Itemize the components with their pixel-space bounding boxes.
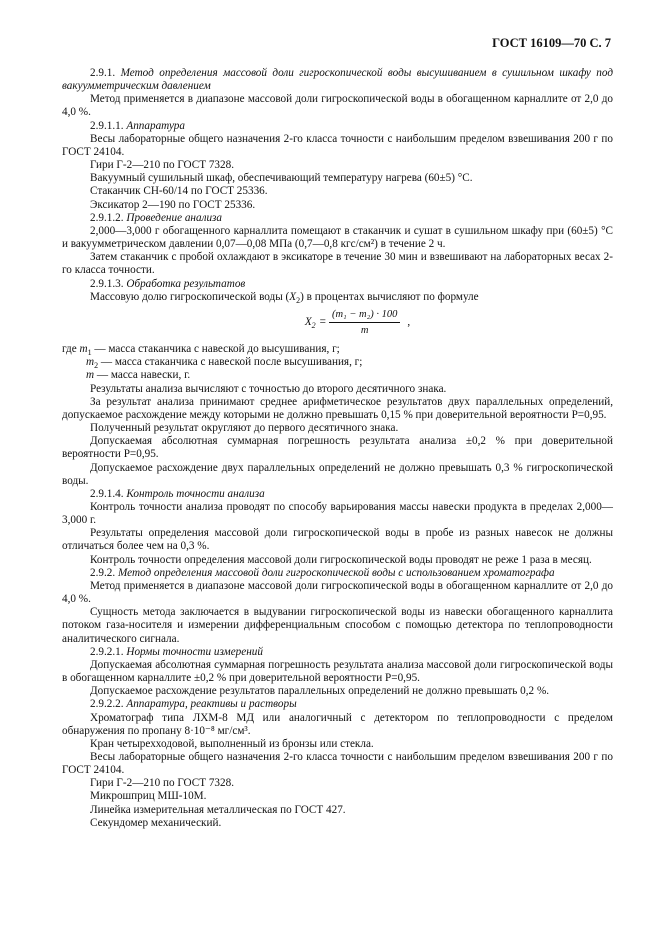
paragraph: Допускаемая абсолютная суммарная погрешность результата анализа ±0,2 % при доверительной вероятности P=0,95. (62, 435, 613, 461)
paragraph: Контроль точности определения массовой доли гигроскопической воды проводят не реже 1 раза в месяц. (90, 553, 592, 566)
variable-definition (62, 343, 613, 356)
variable-subscript: 2 (94, 361, 99, 371)
section-title: Контроль точности анализа (126, 487, 265, 500)
variable-subscript: 2 (296, 295, 301, 305)
paragraph: Сущность метода заключается в выдувании гигроскопической воды из навески обогащенного карналлита потоком газа-носителя и измерении дифференциальным способом с помощью детектора по теплопроводности аналитического сигнала. (62, 606, 613, 645)
section-2-9-1-4-heading (62, 488, 613, 501)
section-2-9-1-3-heading (62, 278, 613, 291)
section-title: Аппаратура, реактивы и растворы (126, 698, 297, 711)
section-number: 2.9.1.2. (90, 211, 124, 224)
section-2-9-1-1-heading (62, 120, 613, 133)
equals-sign: = (319, 315, 326, 328)
equipment-item: Хроматограф типа ЛХМ-8 МД или аналогичный с детектором по теплопроводности с пределом обнаружения по пропану 8·10⁻⁸ мг/см³. (62, 711, 613, 737)
section-title: Метод определения массовой доли гигроскопической воды высушиванием в сушильном шкафу под вакуумметрическим давлением (62, 67, 614, 93)
variable: X (289, 290, 297, 303)
section-number: 2.9.1.3. (90, 277, 124, 290)
page-header: ГОСТ 16109—70 С. 7 (492, 36, 611, 50)
formula-comma: , (407, 315, 411, 328)
equipment-item: Вакуумный сушильный шкаф, обеспечивающий температуру нагрева (60±5) °С. (90, 172, 473, 185)
equipment-item: Линейка измерительная металлическая по ГОСТ 427. (90, 803, 346, 816)
formula-lhs (305, 316, 316, 329)
paragraph: Результаты анализа вычисляют с точностью до второго десятичного знака. (90, 382, 447, 395)
section-number: 2.9.2. (90, 566, 116, 579)
formula (102, 308, 613, 337)
paragraph: Метод применяется в диапазоне массовой доли гигроскопической воды в обогащенном карналлите от 2,0 до 4,0 %. (62, 579, 613, 606)
formula-variable: X (304, 315, 312, 328)
fraction (329, 308, 400, 337)
paragraph: Допускаемое расхождение результатов параллельных определений не должно превышать 0,2 %. (90, 685, 550, 698)
text-fragment: ) в процентах вычисляют по формуле (300, 290, 479, 303)
paragraph: Допускаемое расхождение двух параллельных определений не должно превышать 0,3 % гигроскопической воды. (62, 461, 613, 487)
formula-subscript: 2 (311, 321, 316, 331)
equipment-item: Весы лабораторные общего назначения 2-го класса точности с наибольшим пределом взвешивания 200 г по ГОСТ 24104. (62, 132, 613, 158)
paragraph: Полученный результат округляют до первого десятичного знака. (90, 422, 399, 435)
equipment-item: Стаканчик СН-60/14 по ГОСТ 25336. (90, 185, 268, 198)
paragraph: Затем стаканчик с пробой охлаждают в эксикаторе в течение 30 мин и взвешивают на лабораторных весах 2-го класса точности. (62, 251, 613, 277)
section-title: Аппаратура (126, 119, 185, 132)
paragraph: Контроль точности анализа проводят по способу варьирования массы навески продукта в пределах 2,000—3,000 г. (62, 501, 613, 527)
section-2-9-2-heading (62, 567, 613, 580)
text-fragment: Массовую долю гигроскопической воды ( (90, 290, 290, 303)
paragraph: 2,000—3,000 г обогащенного карналлита помещают в стаканчик и сушат в сушильном шкафу при (60±5) °С и вакуумметрическом давлении 0,07—0,08 МПа (0,7—0,8 кгс/см²) в течение 2 ч. (62, 224, 613, 251)
section-2-9-1-heading (62, 67, 613, 93)
paragraph: За результат анализа принимают среднее арифметическое результатов двух параллельных определений, допускаемое расхождение между которыми не должно превышать 0,15 % при доверительной вероятности P=0,95. (62, 395, 613, 421)
section-2-9-1-2-heading (62, 212, 613, 225)
variable-subscript: 1 (87, 348, 92, 358)
numerator: (m₁ − m₂) · 100 (329, 308, 400, 323)
section-number: 2.9.2.1. (90, 645, 124, 658)
paragraph: Метод применяется в диапазоне массовой доли гигроскопической воды в обогащенном карналлите от 2,0 до 4,0 %. (62, 93, 613, 119)
variable-definition (62, 369, 613, 382)
text-fragment: — масса стаканчика с навеской после высушивания, г; (98, 356, 363, 369)
section-2-9-2-2-heading (62, 698, 613, 711)
formula-intro (62, 291, 613, 304)
text-fragment: где (62, 343, 80, 356)
section-title: Обработка результатов (126, 277, 246, 290)
section-number: 2.9.1. (90, 67, 116, 79)
denominator: m (360, 324, 369, 336)
section-title: Проведение анализа (126, 211, 223, 224)
text-fragment: — масса навески, г. (94, 369, 191, 382)
section-title: Метод определения массовой доли гигроскопической воды с использованием хроматографа (117, 566, 555, 579)
equipment-item: Кран четырехходовой, выполненный из бронзы или стекла. (90, 737, 374, 750)
section-number: 2.9.1.1. (90, 119, 124, 132)
text-fragment: — масса стаканчика с навеской до высушивания, г; (91, 343, 340, 356)
equipment-item: Гири Г-2—210 по ГОСТ 7328. (90, 159, 235, 172)
section-number: 2.9.2.2. (90, 698, 124, 711)
variable: m (86, 369, 95, 382)
equipment-item: Секундомер механический. (90, 816, 222, 829)
paragraph: Допускаемая абсолютная суммарная погрешность результата анализа массовой доли гигроскопической воды в обогащенном карналлите ±0,2 % при доверительной вероятности P=0,95. (62, 658, 613, 685)
equipment-item: Микрошприц МШ-10М. (90, 790, 207, 803)
equipment-item: Эксикатор 2—190 по ГОСТ 25336. (90, 198, 256, 211)
equipment-item: Весы лабораторные общего назначения 2-го класса точности с наибольшим пределом взвешивания 200 г по ГОСТ 24104. (62, 750, 613, 777)
section-title: Нормы точности измерений (126, 645, 263, 658)
section-number: 2.9.1.4. (90, 487, 124, 500)
equipment-item: Гири Г-2—210 по ГОСТ 7328. (90, 777, 235, 790)
section-2-9-2-1-heading (62, 646, 613, 659)
variable: m (79, 343, 88, 356)
variable-definition (62, 356, 613, 369)
paragraph: Результаты определения массовой доли гигроскопической воды в пробе из разных навесок не должны отличаться более чем на 0,3 %. (62, 527, 613, 553)
variable: m (86, 356, 95, 369)
